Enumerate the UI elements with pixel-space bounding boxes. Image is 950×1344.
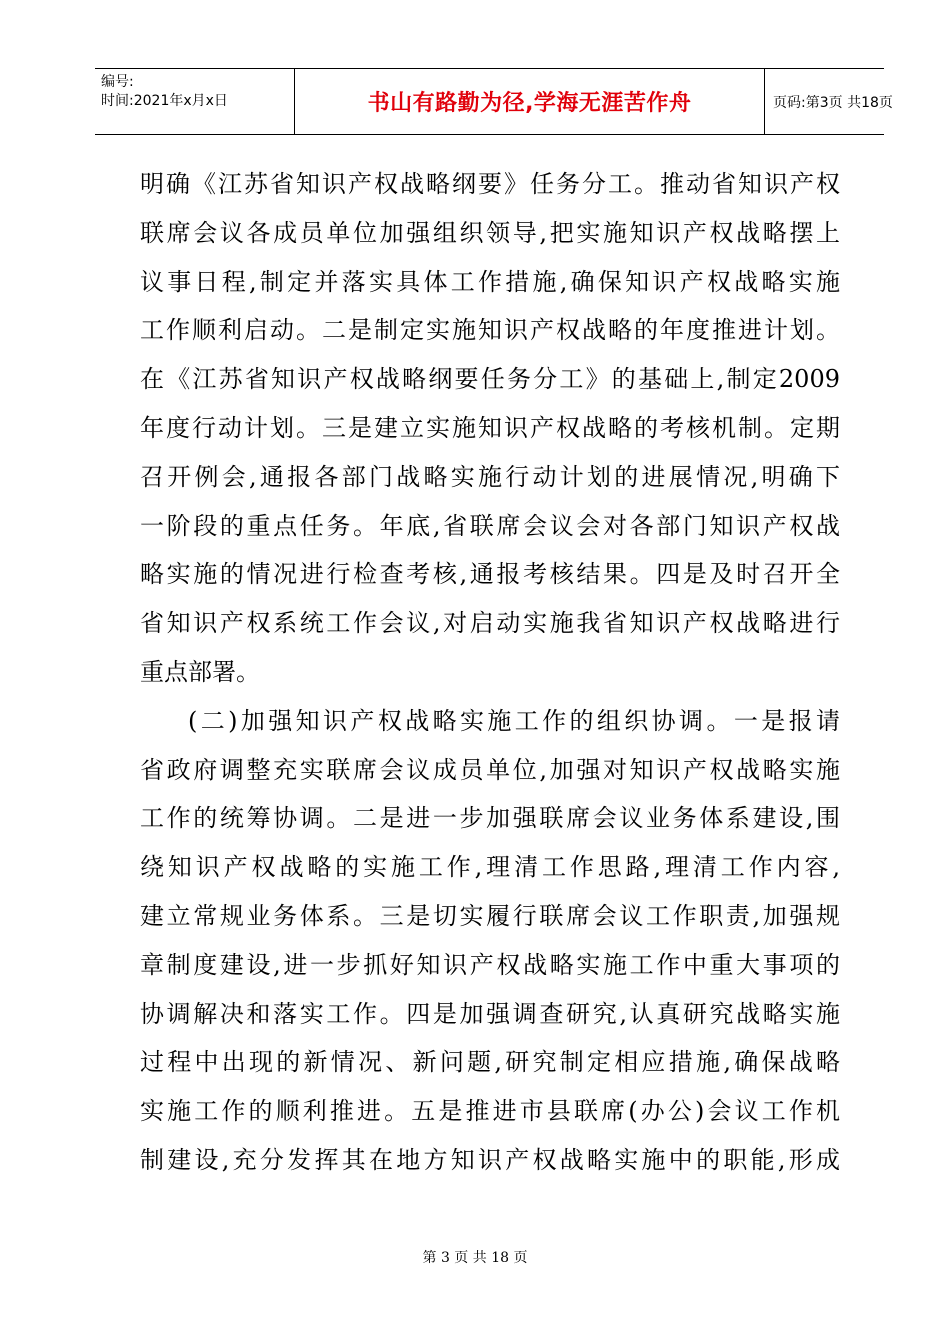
body-line: 实施工作的顺利推进。五是推进市县联席(办公)会议工作机	[140, 1097, 840, 1126]
document-time-label: 时间:2021年x月x日	[101, 93, 228, 109]
document-number-label: 编号:	[101, 74, 134, 90]
body-line: 议事日程,制定并落实具体工作措施,确保知识产权战略实施	[140, 267, 840, 296]
body-line: 章制度建设,进一步抓好知识产权战略实施工作中重大事项的	[140, 950, 840, 979]
section-heading-line: (二)加强知识产权战略实施工作的组织协调。一是报请	[188, 706, 840, 735]
header-meta	[95, 69, 295, 134]
body-line: 省政府调整充实联席会议成员单位,加强对知识产权战略实施	[140, 755, 840, 784]
body-line: 明确《江苏省知识产权战略纲要》任务分工。推动省知识产权	[140, 170, 840, 198]
body-line-paragraph-end: 重点部署。	[140, 657, 260, 686]
body-line: 绕知识产权战略的实施工作,理清工作思路,理清工作内容,	[140, 853, 840, 882]
body-line: 联席会议各成员单位加强组织领导,把实施知识产权战略摆上	[140, 218, 840, 247]
body-line: 召开例会,通报各部门战略实施行动计划的进展情况,明确下	[140, 462, 840, 491]
body-line: 省知识产权系统工作会议,对启动实施我省知识产权战略进行	[140, 609, 840, 638]
body-line: 略实施的情况进行检查考核,通报考核结果。四是及时召开全	[140, 560, 840, 589]
body-line: 工作顺利启动。二是制定实施知识产权战略的年度推进计划。	[140, 316, 840, 345]
body-line: 建立常规业务体系。三是切实履行联席会议工作职责,加强规	[140, 901, 840, 930]
body-line: 一阶段的重点任务。年底,省联席会议会对各部门知识产权战	[140, 511, 840, 540]
header-motto: 书山有路勤为径,学海无涯苦作舟	[295, 69, 765, 134]
document-body	[140, 160, 840, 1185]
body-line: 在《江苏省知识产权战略纲要任务分工》的基础上,制定2009	[140, 365, 840, 394]
page-footer: 第 3 页 共 18 页	[422, 1250, 528, 1266]
body-line: 工作的统筹协调。二是进一步加强联席会议业务体系建设,围	[140, 804, 840, 833]
page-header	[95, 68, 893, 135]
body-line: 协调解决和落实工作。四是加强调查研究,认真研究战略实施	[140, 999, 840, 1028]
header-page-info: 页码:第3页 共18页	[773, 94, 893, 111]
body-line: 过程中出现的新情况、新问题,研究制定相应措施,确保战略	[140, 1048, 840, 1077]
body-line: 制建设,充分发挥其在地方知识产权战略实施中的职能,形成	[140, 1145, 840, 1174]
body-line: 年度行动计划。三是建立实施知识产权战略的考核机制。定期	[140, 413, 840, 442]
